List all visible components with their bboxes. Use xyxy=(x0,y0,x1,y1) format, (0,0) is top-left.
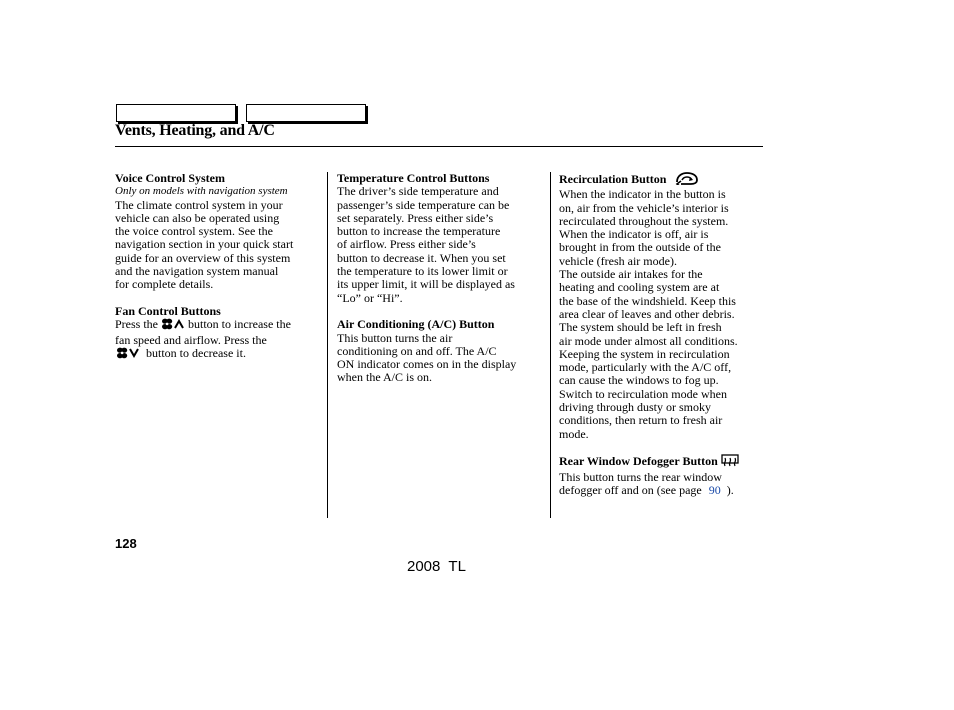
model-footer: 2008 TL xyxy=(407,558,466,575)
voice-control-heading: Voice Control System xyxy=(115,171,225,185)
body-line: ON indicator comes on in the display xyxy=(337,357,517,372)
body-line: can cause the windows to fog up. xyxy=(559,373,719,388)
defogger-line-2 xyxy=(559,484,765,497)
body-line: This button turns the air xyxy=(337,330,453,345)
recirculation-heading: Recirculation Button xyxy=(559,172,667,186)
body-line: button to increase the temperature xyxy=(337,224,501,239)
body-line: its upper limit, it will be displayed as xyxy=(337,277,515,292)
defogger-text: defogger off and on (see page xyxy=(559,482,702,497)
fan-line-3 xyxy=(115,347,320,362)
ac-body xyxy=(337,332,542,385)
column-divider xyxy=(550,172,551,518)
body-line: and the navigation system manual xyxy=(115,264,279,279)
body-line: The climate control system in your xyxy=(115,197,283,212)
body-line: The driver’s side temperature and xyxy=(337,184,499,199)
defogger-text: ). xyxy=(726,482,734,497)
page-number: 128 xyxy=(115,536,137,551)
rear-defogger-icon xyxy=(721,454,739,470)
body-line: driving through dusty or smoky xyxy=(559,400,711,415)
fan-text: button to increase the xyxy=(188,317,291,332)
body-line: guide for an overview of this system xyxy=(115,250,291,265)
fan-up-icon xyxy=(161,318,185,333)
body-line: the temperature to its lower limit or xyxy=(337,264,508,279)
nav-button-index[interactable] xyxy=(246,104,366,122)
voice-control-body xyxy=(115,199,320,292)
body-line: The outside air intakes for the xyxy=(559,267,703,282)
body-line: brought in from the outside of the xyxy=(559,240,721,255)
body-line: Switch to recirculation mode when xyxy=(559,386,727,401)
body-line: button to decrease it. When you set xyxy=(337,250,506,265)
fan-text: Press the xyxy=(115,317,158,332)
body-line: conditions, then return to fresh air xyxy=(559,413,723,428)
recirculation-body xyxy=(559,188,765,441)
fan-text: button to decrease it. xyxy=(146,345,246,360)
body-line: of airflow. Press either side’s xyxy=(337,237,476,252)
body-line: passenger’s side temperature can be xyxy=(337,197,510,212)
defogger-line-1: This button turns the rear window xyxy=(559,469,722,484)
body-line: The system should be left in fresh xyxy=(559,320,722,335)
body-line: the voice control system. See the xyxy=(115,224,273,239)
ac-heading: Air Conditioning (A/C) Button xyxy=(337,317,495,332)
column-middle xyxy=(337,172,542,385)
fan-down-icon xyxy=(115,347,143,362)
recirculation-heading-row xyxy=(559,172,765,188)
section-title: Vents, Heating, and A/C xyxy=(115,122,275,139)
fan-line-2: fan speed and airflow. Press the xyxy=(115,332,267,347)
body-line: vehicle (fresh air mode). xyxy=(559,253,677,268)
body-line: air mode under almost all conditions. xyxy=(559,333,738,348)
body-line: navigation section in your quick start xyxy=(115,237,294,252)
defogger-heading-row xyxy=(559,454,765,470)
body-line: the base of the windshield. Keep this xyxy=(559,293,736,308)
body-line: When the indicator is off, air is xyxy=(559,227,709,242)
body-line: area clear of leaves and other debris. xyxy=(559,306,735,321)
column-right xyxy=(559,172,765,497)
body-line: “Lo” or “Hi”. xyxy=(337,290,403,305)
body-line: for complete details. xyxy=(115,277,214,292)
defogger-heading: Rear Window Defogger Button xyxy=(559,454,718,469)
body-line: mode. xyxy=(559,426,589,441)
title-rule xyxy=(115,146,763,147)
body-line: set separately. Press either side’s xyxy=(337,210,494,225)
voice-control-note: Only on models with navigation system xyxy=(115,185,288,198)
body-line: Keeping the system in recirculation xyxy=(559,346,730,361)
column-divider xyxy=(327,172,328,518)
recirculation-icon xyxy=(675,172,699,188)
body-line: recirculated throughout the system. xyxy=(559,213,729,228)
body-line: conditioning on and off. The A/C xyxy=(337,343,497,358)
temperature-body xyxy=(337,185,542,305)
body-line: vehicle can also be operated using xyxy=(115,210,280,225)
column-left xyxy=(115,172,320,362)
temperature-heading: Temperature Control Buttons xyxy=(337,171,490,185)
fan-control-heading: Fan Control Buttons xyxy=(115,303,221,318)
body-line: on, air from the vehicle’s interior is xyxy=(559,200,729,215)
fan-line-1 xyxy=(115,318,320,333)
body-line: mode, particularly with the A/C off, xyxy=(559,360,732,375)
nav-button-contents[interactable] xyxy=(116,104,236,122)
page-90-link[interactable]: 90 xyxy=(708,482,721,497)
body-line: heating and cooling system are at xyxy=(559,280,720,295)
body-line: when the A/C is on. xyxy=(337,370,432,385)
body-line: When the indicator in the button is xyxy=(559,187,726,202)
